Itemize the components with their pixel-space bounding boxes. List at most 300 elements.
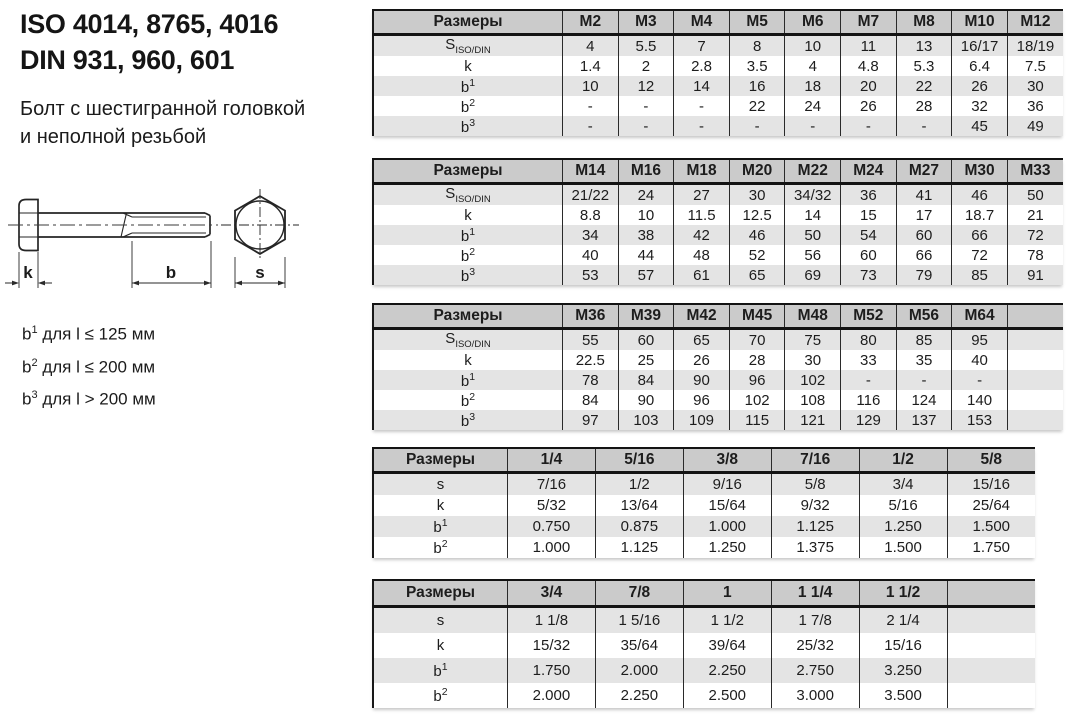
- value-cell: 69: [785, 265, 841, 285]
- column-header: M12: [1007, 10, 1063, 35]
- value-cell: 26: [674, 350, 730, 370]
- value-cell: 8: [729, 35, 785, 57]
- row-label-subscript: ISO/DIN: [455, 194, 491, 205]
- value-cell: -: [563, 116, 619, 136]
- row-label: k: [373, 350, 563, 370]
- dim-label-k: k: [23, 263, 33, 282]
- row-label: $b^3$: [373, 116, 563, 136]
- row-label-superscript: 2: [441, 538, 448, 550]
- row-label: $b^2$: [373, 390, 563, 410]
- value-cell: 78: [563, 370, 619, 390]
- value-cell: 26: [841, 96, 897, 116]
- value-cell: -: [618, 116, 674, 136]
- empty-cell: [1007, 390, 1063, 410]
- value-cell: 90: [674, 370, 730, 390]
- column-header: M45: [729, 304, 785, 329]
- table-header-row: [373, 304, 1063, 329]
- column-header: M2: [563, 10, 619, 35]
- table-row: [373, 184, 1063, 206]
- value-cell: 137: [896, 410, 952, 430]
- value-cell: 1.750: [508, 658, 596, 683]
- value-cell: 14: [785, 205, 841, 225]
- value-cell: 33: [841, 350, 897, 370]
- row-label: $b^3$: [373, 410, 563, 430]
- empty-cell: [947, 633, 1035, 658]
- value-cell: 70: [729, 329, 785, 351]
- table-header-row: [373, 448, 1035, 473]
- value-cell: 95: [952, 329, 1008, 351]
- value-cell: -: [563, 96, 619, 116]
- row-label-subscript: ISO/DIN: [455, 339, 491, 350]
- value-cell: 1 7/8: [771, 607, 859, 634]
- table-row: [373, 370, 1063, 390]
- value-cell: 1.000: [508, 537, 596, 558]
- value-cell: 2.250: [683, 658, 771, 683]
- value-cell: 54: [841, 225, 897, 245]
- value-cell: 15/16: [947, 473, 1035, 496]
- row-label: $b^1$: [373, 516, 508, 537]
- value-cell: 7: [674, 35, 730, 57]
- footnote-b1: $b^1$ для l ≤ 125 мм: [22, 324, 156, 344]
- value-cell: 34/32: [785, 184, 841, 206]
- value-cell: 32: [952, 96, 1008, 116]
- value-cell: -: [841, 370, 897, 390]
- value-cell: 1.250: [683, 537, 771, 558]
- value-cell: 121: [785, 410, 841, 430]
- table-row: [373, 537, 1035, 558]
- value-cell: 1 1/2: [683, 607, 771, 634]
- row-label-superscript: 2: [441, 686, 448, 698]
- dimension-table: [372, 447, 1035, 558]
- table-metric-m2-m12: [372, 9, 1063, 136]
- empty-column-header: [1007, 304, 1063, 329]
- value-cell: 60: [841, 245, 897, 265]
- value-cell: 25/32: [771, 633, 859, 658]
- value-cell: 46: [952, 184, 1008, 206]
- table-header-row: [373, 580, 1035, 607]
- footnotes: [22, 316, 156, 414]
- value-cell: 96: [729, 370, 785, 390]
- value-cell: 2.000: [595, 658, 683, 683]
- value-cell: 50: [1007, 184, 1063, 206]
- table-row: [373, 245, 1063, 265]
- value-cell: 1.750: [947, 537, 1035, 558]
- table-corner-label: Размеры: [373, 304, 563, 329]
- column-header: M3: [618, 10, 674, 35]
- value-cell: 72: [1007, 225, 1063, 245]
- value-cell: 52: [729, 245, 785, 265]
- table-corner-label: Размеры: [373, 159, 563, 184]
- table-metric-m14-m33: [372, 158, 1063, 285]
- column-header: M36: [563, 304, 619, 329]
- table-row: [373, 516, 1035, 537]
- table-row: [373, 35, 1063, 57]
- value-cell: 15: [841, 205, 897, 225]
- value-cell: 50: [785, 225, 841, 245]
- value-cell: 60: [618, 329, 674, 351]
- product-subtitle: [20, 95, 305, 151]
- row-label-superscript: 2: [469, 390, 476, 403]
- value-cell: 9/32: [771, 495, 859, 516]
- table-header-row: [373, 159, 1063, 184]
- table-corner-label: Размеры: [373, 448, 508, 473]
- value-cell: 66: [952, 225, 1008, 245]
- value-cell: 22: [729, 96, 785, 116]
- column-header: M6: [785, 10, 841, 35]
- value-cell: 84: [563, 390, 619, 410]
- column-header: M7: [841, 10, 897, 35]
- column-header: 1/4: [508, 448, 596, 473]
- value-cell: 3.5: [729, 56, 785, 76]
- value-cell: 56: [785, 245, 841, 265]
- column-header: M52: [841, 304, 897, 329]
- value-cell: 1.250: [859, 516, 947, 537]
- row-label: $S_{ISO/DIN}$: [373, 329, 563, 351]
- column-header: 1 1/2: [859, 580, 947, 607]
- footnote-b2: $b^2$ для l ≤ 200 мм: [22, 356, 156, 377]
- hex-centerlines: [221, 189, 299, 261]
- arrowhead-icon: [204, 281, 211, 286]
- value-cell: 4: [563, 35, 619, 57]
- column-header: 7/8: [595, 580, 683, 607]
- row-label-subscript: ISO/DIN: [455, 45, 491, 56]
- value-cell: 7/16: [508, 473, 596, 496]
- value-cell: 57: [618, 265, 674, 285]
- column-header: M56: [896, 304, 952, 329]
- row-label-superscript: 3: [469, 265, 476, 278]
- value-cell: 12.5: [729, 205, 785, 225]
- value-cell: 34: [563, 225, 619, 245]
- row-label-superscript: 1: [441, 517, 448, 529]
- value-cell: 45: [952, 116, 1008, 136]
- value-cell: 24: [785, 96, 841, 116]
- value-cell: 1.375: [771, 537, 859, 558]
- table-row: [373, 116, 1063, 136]
- table-row: [373, 390, 1063, 410]
- value-cell: 103: [618, 410, 674, 430]
- table-inch-threequarters-to-oneandhalf: [372, 579, 1035, 708]
- value-cell: 153: [952, 410, 1008, 430]
- column-header: M18: [674, 159, 730, 184]
- table-row: [373, 329, 1063, 351]
- value-cell: 0.750: [508, 516, 596, 537]
- value-cell: 140: [952, 390, 1008, 410]
- value-cell: 5.3: [896, 56, 952, 76]
- value-cell: 16/17: [952, 35, 1008, 57]
- value-cell: 25: [618, 350, 674, 370]
- value-cell: 80: [841, 329, 897, 351]
- value-cell: 28: [729, 350, 785, 370]
- footnote-b3: $b^3$ для l > 200 мм: [22, 389, 156, 409]
- value-cell: 14: [674, 76, 730, 96]
- value-cell: 0.875: [595, 516, 683, 537]
- value-cell: -: [841, 116, 897, 136]
- table-row: [373, 76, 1063, 96]
- column-header: M42: [674, 304, 730, 329]
- value-cell: 10: [563, 76, 619, 96]
- column-header: 1: [683, 580, 771, 607]
- table-row: [373, 265, 1063, 285]
- row-label: $b^3$: [373, 265, 563, 285]
- value-cell: -: [674, 96, 730, 116]
- value-cell: 109: [674, 410, 730, 430]
- row-label: k: [373, 56, 563, 76]
- table-row: [373, 683, 1035, 708]
- hex-end-view: [221, 189, 299, 261]
- value-cell: 18.7: [952, 205, 1008, 225]
- bolt-diagram: [0, 180, 340, 315]
- dimension-table: [372, 158, 1063, 285]
- value-cell: 30: [1007, 76, 1063, 96]
- value-cell: 1.125: [771, 516, 859, 537]
- table-row: [373, 205, 1063, 225]
- value-cell: 4.8: [841, 56, 897, 76]
- value-cell: 1 5/16: [595, 607, 683, 634]
- value-cell: 116: [841, 390, 897, 410]
- value-cell: 2.500: [683, 683, 771, 708]
- column-header: M64: [952, 304, 1008, 329]
- value-cell: 97: [563, 410, 619, 430]
- row-label-superscript: 2: [469, 245, 476, 258]
- column-header: 5/16: [595, 448, 683, 473]
- value-cell: 6.4: [952, 56, 1008, 76]
- column-header: M5: [729, 10, 785, 35]
- value-cell: 129: [841, 410, 897, 430]
- value-cell: 1.500: [947, 516, 1035, 537]
- value-cell: 1 1/8: [508, 607, 596, 634]
- product-subtitle-line1: Болт с шестигранной головкой: [20, 98, 306, 120]
- value-cell: 30: [785, 350, 841, 370]
- row-label: $b^1$: [373, 76, 563, 96]
- value-cell: 7.5: [1007, 56, 1063, 76]
- value-cell: 108: [785, 390, 841, 410]
- column-header: M16: [618, 159, 674, 184]
- value-cell: 75: [785, 329, 841, 351]
- column-header: 1/2: [859, 448, 947, 473]
- value-cell: 1.125: [595, 537, 683, 558]
- row-label: $b^2$: [373, 96, 563, 116]
- value-cell: 90: [618, 390, 674, 410]
- arrowhead-icon: [38, 281, 45, 286]
- column-header: M14: [563, 159, 619, 184]
- row-label: $S_{ISO/DIN}$: [373, 184, 563, 206]
- value-cell: 18/19: [1007, 35, 1063, 57]
- table-row: [373, 633, 1035, 658]
- value-cell: -: [785, 116, 841, 136]
- column-header: M33: [1007, 159, 1063, 184]
- value-cell: 11: [841, 35, 897, 57]
- value-cell: 4: [785, 56, 841, 76]
- value-cell: 11.5: [674, 205, 730, 225]
- row-label-superscript: 1: [469, 225, 476, 238]
- table-corner-label: Размеры: [373, 580, 508, 607]
- value-cell: 21: [1007, 205, 1063, 225]
- value-cell: 55: [563, 329, 619, 351]
- value-cell: 18: [785, 76, 841, 96]
- row-label-superscript: 1: [469, 370, 476, 383]
- row-label-superscript: 3: [469, 410, 476, 423]
- table-row: [373, 56, 1063, 76]
- column-header: 5/8: [947, 448, 1035, 473]
- value-cell: 2.8: [674, 56, 730, 76]
- value-cell: -: [952, 370, 1008, 390]
- value-cell: 22.5: [563, 350, 619, 370]
- value-cell: 40: [563, 245, 619, 265]
- table-row: [373, 607, 1035, 634]
- value-cell: 10: [785, 35, 841, 57]
- value-cell: 73: [841, 265, 897, 285]
- value-cell: 61: [674, 265, 730, 285]
- empty-cell: [1007, 410, 1063, 430]
- page-title: [20, 6, 278, 78]
- value-cell: 40: [952, 350, 1008, 370]
- value-cell: 72: [952, 245, 1008, 265]
- value-cell: 3.000: [771, 683, 859, 708]
- table-metric-m36-m64: [372, 303, 1063, 430]
- arrowhead-icon: [132, 281, 139, 286]
- value-cell: 15/64: [683, 495, 771, 516]
- value-cell: -: [896, 116, 952, 136]
- arrowhead-icon: [12, 281, 19, 286]
- value-cell: 41: [896, 184, 952, 206]
- column-header: 7/16: [771, 448, 859, 473]
- value-cell: 91: [1007, 265, 1063, 285]
- value-cell: 85: [952, 265, 1008, 285]
- product-subtitle-line2: и неполной резьбой: [20, 126, 207, 148]
- empty-cell: [1007, 329, 1063, 351]
- table-row: [373, 410, 1063, 430]
- value-cell: 24: [618, 184, 674, 206]
- value-cell: 10: [618, 205, 674, 225]
- value-cell: 35: [896, 350, 952, 370]
- dim-label-b: b: [165, 263, 177, 282]
- value-cell: 21/22: [563, 184, 619, 206]
- arrowhead-icon: [235, 281, 242, 286]
- row-label: $b^1$: [373, 225, 563, 245]
- empty-cell: [947, 607, 1035, 634]
- value-cell: -: [674, 116, 730, 136]
- table-row: [373, 495, 1035, 516]
- column-header: M27: [896, 159, 952, 184]
- value-cell: 2.750: [771, 658, 859, 683]
- value-cell: 28: [896, 96, 952, 116]
- column-header: M10: [952, 10, 1008, 35]
- value-cell: 124: [896, 390, 952, 410]
- row-label: s: [373, 607, 508, 634]
- value-cell: 15/16: [859, 633, 947, 658]
- value-cell: 84: [618, 370, 674, 390]
- page-title-iso: ISO 4014, 8765, 4016: [20, 9, 279, 39]
- arrowhead-icon: [278, 281, 285, 286]
- value-cell: 46: [729, 225, 785, 245]
- row-label: k: [373, 205, 563, 225]
- value-cell: 79: [896, 265, 952, 285]
- value-cell: 22: [896, 76, 952, 96]
- row-label: $b^2$: [373, 245, 563, 265]
- column-header: M22: [785, 159, 841, 184]
- value-cell: 53: [563, 265, 619, 285]
- value-cell: 26: [952, 76, 1008, 96]
- column-header: M4: [674, 10, 730, 35]
- value-cell: 44: [618, 245, 674, 265]
- table-header-row: [373, 10, 1063, 35]
- value-cell: 2.250: [595, 683, 683, 708]
- table-corner-label: Размеры: [373, 10, 563, 35]
- value-cell: 1.000: [683, 516, 771, 537]
- value-cell: 66: [896, 245, 952, 265]
- row-label-superscript: 3: [469, 116, 476, 129]
- row-label: $b^1$: [373, 370, 563, 390]
- value-cell: 13/64: [595, 495, 683, 516]
- column-header: M20: [729, 159, 785, 184]
- dimension-table: [372, 9, 1063, 136]
- value-cell: 65: [729, 265, 785, 285]
- value-cell: 12: [618, 76, 674, 96]
- value-cell: 20: [841, 76, 897, 96]
- empty-cell: [1007, 350, 1063, 370]
- column-header: M48: [785, 304, 841, 329]
- row-label: k: [373, 495, 508, 516]
- value-cell: 85: [896, 329, 952, 351]
- value-cell: 15/32: [508, 633, 596, 658]
- value-cell: 115: [729, 410, 785, 430]
- row-label-superscript: 1: [441, 661, 448, 673]
- value-cell: 5.5: [618, 35, 674, 57]
- value-cell: 49: [1007, 116, 1063, 136]
- value-cell: 3.250: [859, 658, 947, 683]
- table-row: [373, 225, 1063, 245]
- empty-column-header: [947, 580, 1035, 607]
- value-cell: 39/64: [683, 633, 771, 658]
- value-cell: 9/16: [683, 473, 771, 496]
- value-cell: 5/16: [859, 495, 947, 516]
- value-cell: 17: [896, 205, 952, 225]
- row-label: k: [373, 633, 508, 658]
- value-cell: 60: [896, 225, 952, 245]
- empty-cell: [947, 683, 1035, 708]
- value-cell: 102: [729, 390, 785, 410]
- row-label-superscript: 2: [469, 96, 476, 109]
- value-cell: 30: [729, 184, 785, 206]
- value-cell: 3/4: [859, 473, 947, 496]
- column-header: 1 1/4: [771, 580, 859, 607]
- dim-label-s: s: [255, 263, 265, 282]
- value-cell: 38: [618, 225, 674, 245]
- row-label: $b^2$: [373, 683, 508, 708]
- value-cell: 2 1/4: [859, 607, 947, 634]
- value-cell: 1/2: [595, 473, 683, 496]
- table-row: [373, 96, 1063, 116]
- value-cell: 25/64: [947, 495, 1035, 516]
- value-cell: 42: [674, 225, 730, 245]
- row-label: $b^2$: [373, 537, 508, 558]
- value-cell: 36: [1007, 96, 1063, 116]
- column-header: 3/8: [683, 448, 771, 473]
- value-cell: 13: [896, 35, 952, 57]
- row-label-superscript: 1: [469, 76, 476, 89]
- value-cell: 3.500: [859, 683, 947, 708]
- empty-cell: [947, 658, 1035, 683]
- value-cell: 102: [785, 370, 841, 390]
- value-cell: 16: [729, 76, 785, 96]
- value-cell: 8.8: [563, 205, 619, 225]
- row-label: $b^1$: [373, 658, 508, 683]
- value-cell: 5/8: [771, 473, 859, 496]
- page-title-din: DIN 931, 960, 601: [20, 45, 235, 75]
- column-header: M39: [618, 304, 674, 329]
- empty-cell: [1007, 370, 1063, 390]
- table-inch-quarter-to-fiveeighths: [372, 447, 1035, 558]
